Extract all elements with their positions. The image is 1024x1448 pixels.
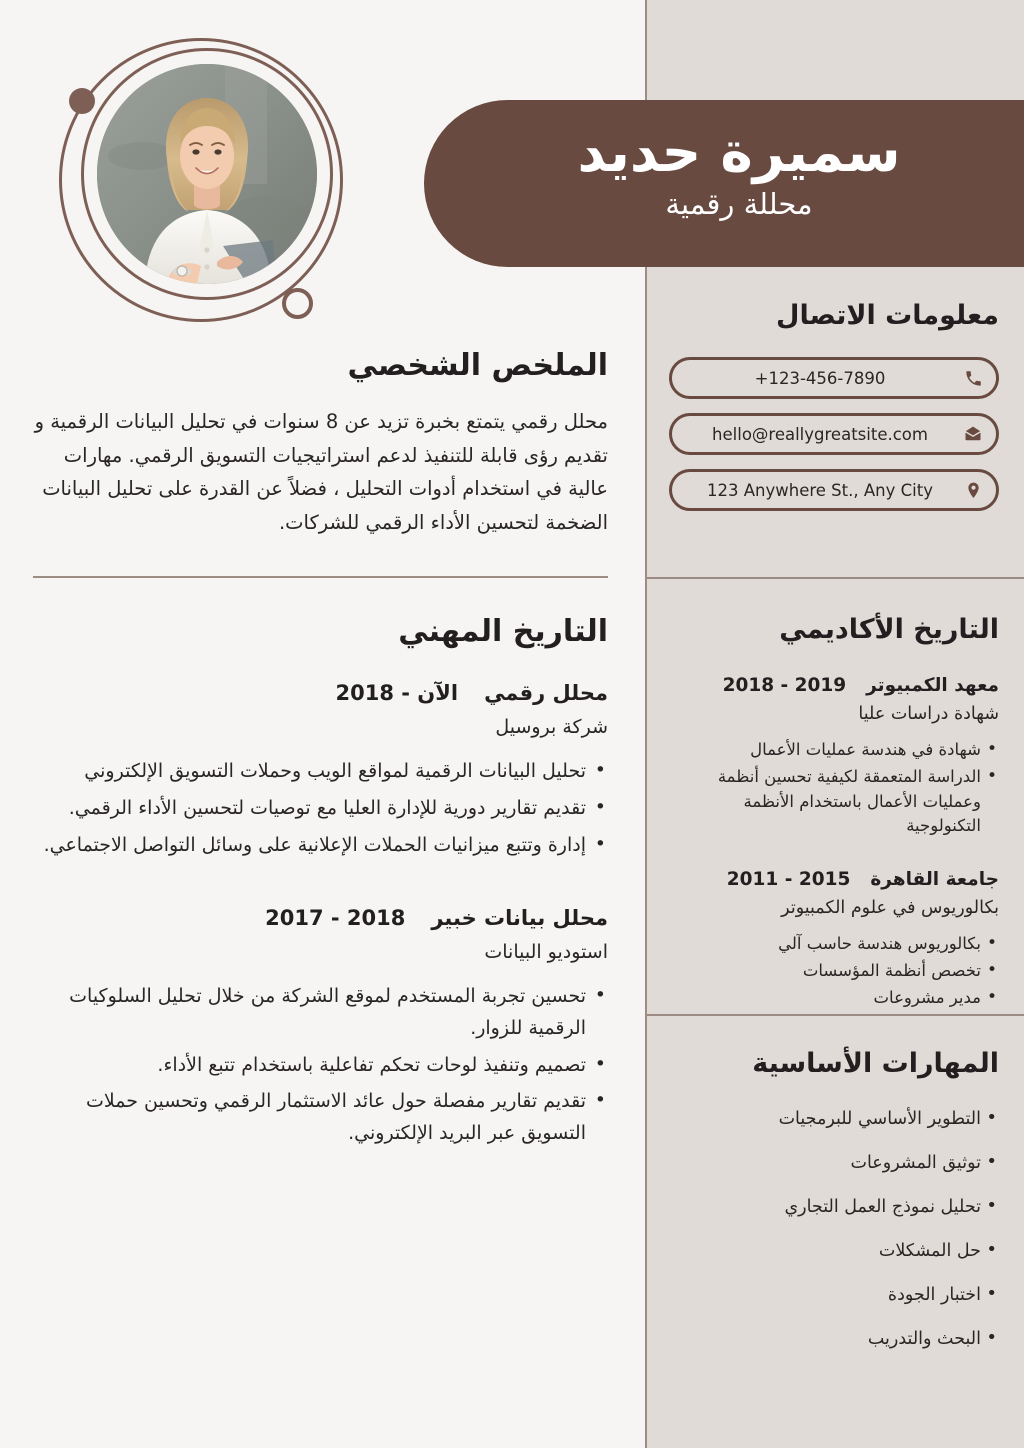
location-pin-icon: [962, 479, 984, 501]
career-entry: [33, 681, 608, 862]
career-section: [33, 614, 608, 1176]
education-bullet: • تخصص أنظمة المؤسسات: [669, 959, 981, 984]
skill-item: • توثيق المشروعات: [669, 1149, 981, 1177]
career-bullet: • تحليل البيانات الرقمية لمواقع الويب وحملات التسويق الإلكتروني: [33, 756, 586, 788]
skill-item: • تحليل نموذج العمل التجاري: [669, 1193, 981, 1221]
career-entry-header: [33, 681, 608, 705]
education-degree: بكالوريوس في علوم الكمبيوتر: [781, 898, 999, 918]
phone-value: +123-456-7890: [754, 368, 886, 388]
career-bullet: • إدارة وتتبع ميزانيات الحملات الإعلانية على وسائل التواصل الاجتماعي.: [33, 830, 586, 862]
ring-dot-filled-decoration: [69, 88, 95, 114]
skill-item: • اختبار الجودة: [669, 1281, 981, 1309]
profile-photo: [97, 64, 317, 284]
skills-list: [669, 1105, 999, 1353]
skills-section: [669, 1048, 999, 1369]
skill-item: • حل المشكلات: [669, 1237, 981, 1265]
summary-text: محلل رقمي يتمتع بخبرة تزيد عن 8 سنوات في تحليل البيانات الرقمية و تقديم رؤى قابلة للتنفيذ لدعم استراتيجيات التسويق الرقمي. مهارات عالية في استخدام أدوات التحليل ، فضلاً عن القدرة على تحليل البيانات الضخمة لتحسين الأداء الرقمي للشركات.: [34, 410, 608, 534]
envelope-icon: [962, 423, 984, 445]
ring-dot-hollow-decoration: [282, 288, 313, 319]
job-title: محللة رقمية: [665, 186, 813, 221]
career-bullet: • تقديم تقارير دورية للإدارة العليا مع توصيات لتحسين الأداء الرقمي.: [33, 793, 586, 825]
phone-icon: [962, 367, 984, 389]
career-bullet: • تقديم تقارير مفصلة حول عائد الاستثمار الرقمي وتحسين حملات التسويق عبر البريد الإلكتروني.: [33, 1086, 586, 1150]
full-name: سميرة حديد: [577, 120, 901, 184]
education-heading: التاريخ الأكاديمي: [779, 614, 999, 645]
career-organization: استوديو البيانات: [484, 940, 608, 963]
career-heading: التاريخ المهني: [398, 614, 608, 649]
skill-item: • التطوير الأساسي للبرمجيات: [669, 1105, 981, 1133]
career-organization: شركة بروسيل: [495, 716, 608, 738]
career-bullet: • تصميم وتنفيذ لوحات تحكم تفاعلية باستخدام تتبع الأداء.: [33, 1050, 586, 1082]
contact-heading: معلومات الاتصال: [776, 300, 999, 331]
career-role: محلل رقمي: [484, 681, 608, 705]
education-entry: [669, 675, 999, 839]
contact-item-phone[interactable]: [669, 357, 999, 399]
education-entry: [669, 869, 999, 1010]
education-degree: شهادة دراسات عليا: [858, 704, 999, 724]
education-bullet: • بكالوريوس هندسة حاسب آلي: [669, 932, 981, 957]
skill-item: • البحث والتدريب: [669, 1325, 981, 1353]
skills-heading: المهارات الأساسية: [752, 1048, 999, 1079]
education-bullets: [669, 932, 999, 1010]
profile-photo-illustration: [97, 64, 317, 284]
summary-section: [33, 348, 608, 539]
career-bullets: [33, 981, 608, 1151]
career-bullets: [33, 756, 608, 862]
education-dates: 2018 - 2019: [722, 675, 847, 696]
name-banner: [424, 100, 1024, 267]
education-school: معهد الكمبيوتر: [866, 675, 999, 696]
career-dates: 2017 - 2018: [265, 905, 406, 930]
education-bullet: • شهادة في هندسة عمليات الأعمال: [669, 738, 981, 763]
education-section: [669, 614, 999, 1032]
education-entry-header: [669, 869, 999, 890]
contact-section: [669, 300, 999, 525]
email-value: hello@reallygreatsite.com: [712, 424, 928, 444]
contact-item-address[interactable]: [669, 469, 999, 511]
education-school: جامعة القاهرة: [870, 869, 999, 890]
career-bullet: • تحسين تجربة المستخدم لموقع الشركة من خلال تحليل السلوكيات الرقمية للزوار.: [33, 981, 586, 1045]
summary-heading: الملخص الشخصي: [347, 348, 608, 383]
education-bullet: • الدراسة المتعمقة لكيفية تحسين أنظمة وعمليات الأعمال باستخدام الأنظمة التكنولوجية: [669, 765, 981, 839]
address-value: 123 Anywhere St., Any City: [707, 480, 933, 500]
career-entry: [33, 906, 608, 1151]
education-bullet: • مدير مشروعات: [669, 986, 981, 1011]
avatar: [57, 36, 347, 326]
career-role: محلل بيانات خبير: [431, 905, 608, 930]
sidebar-divider-top: [645, 577, 1024, 579]
contact-item-email[interactable]: [669, 413, 999, 455]
education-dates: 2011 - 2015: [726, 869, 851, 890]
education-entry-header: [669, 675, 999, 696]
left-divider: [33, 576, 608, 578]
career-entry-header: [33, 906, 608, 930]
career-dates: 2018 - الآن: [335, 681, 459, 705]
education-bullets: [669, 738, 999, 839]
